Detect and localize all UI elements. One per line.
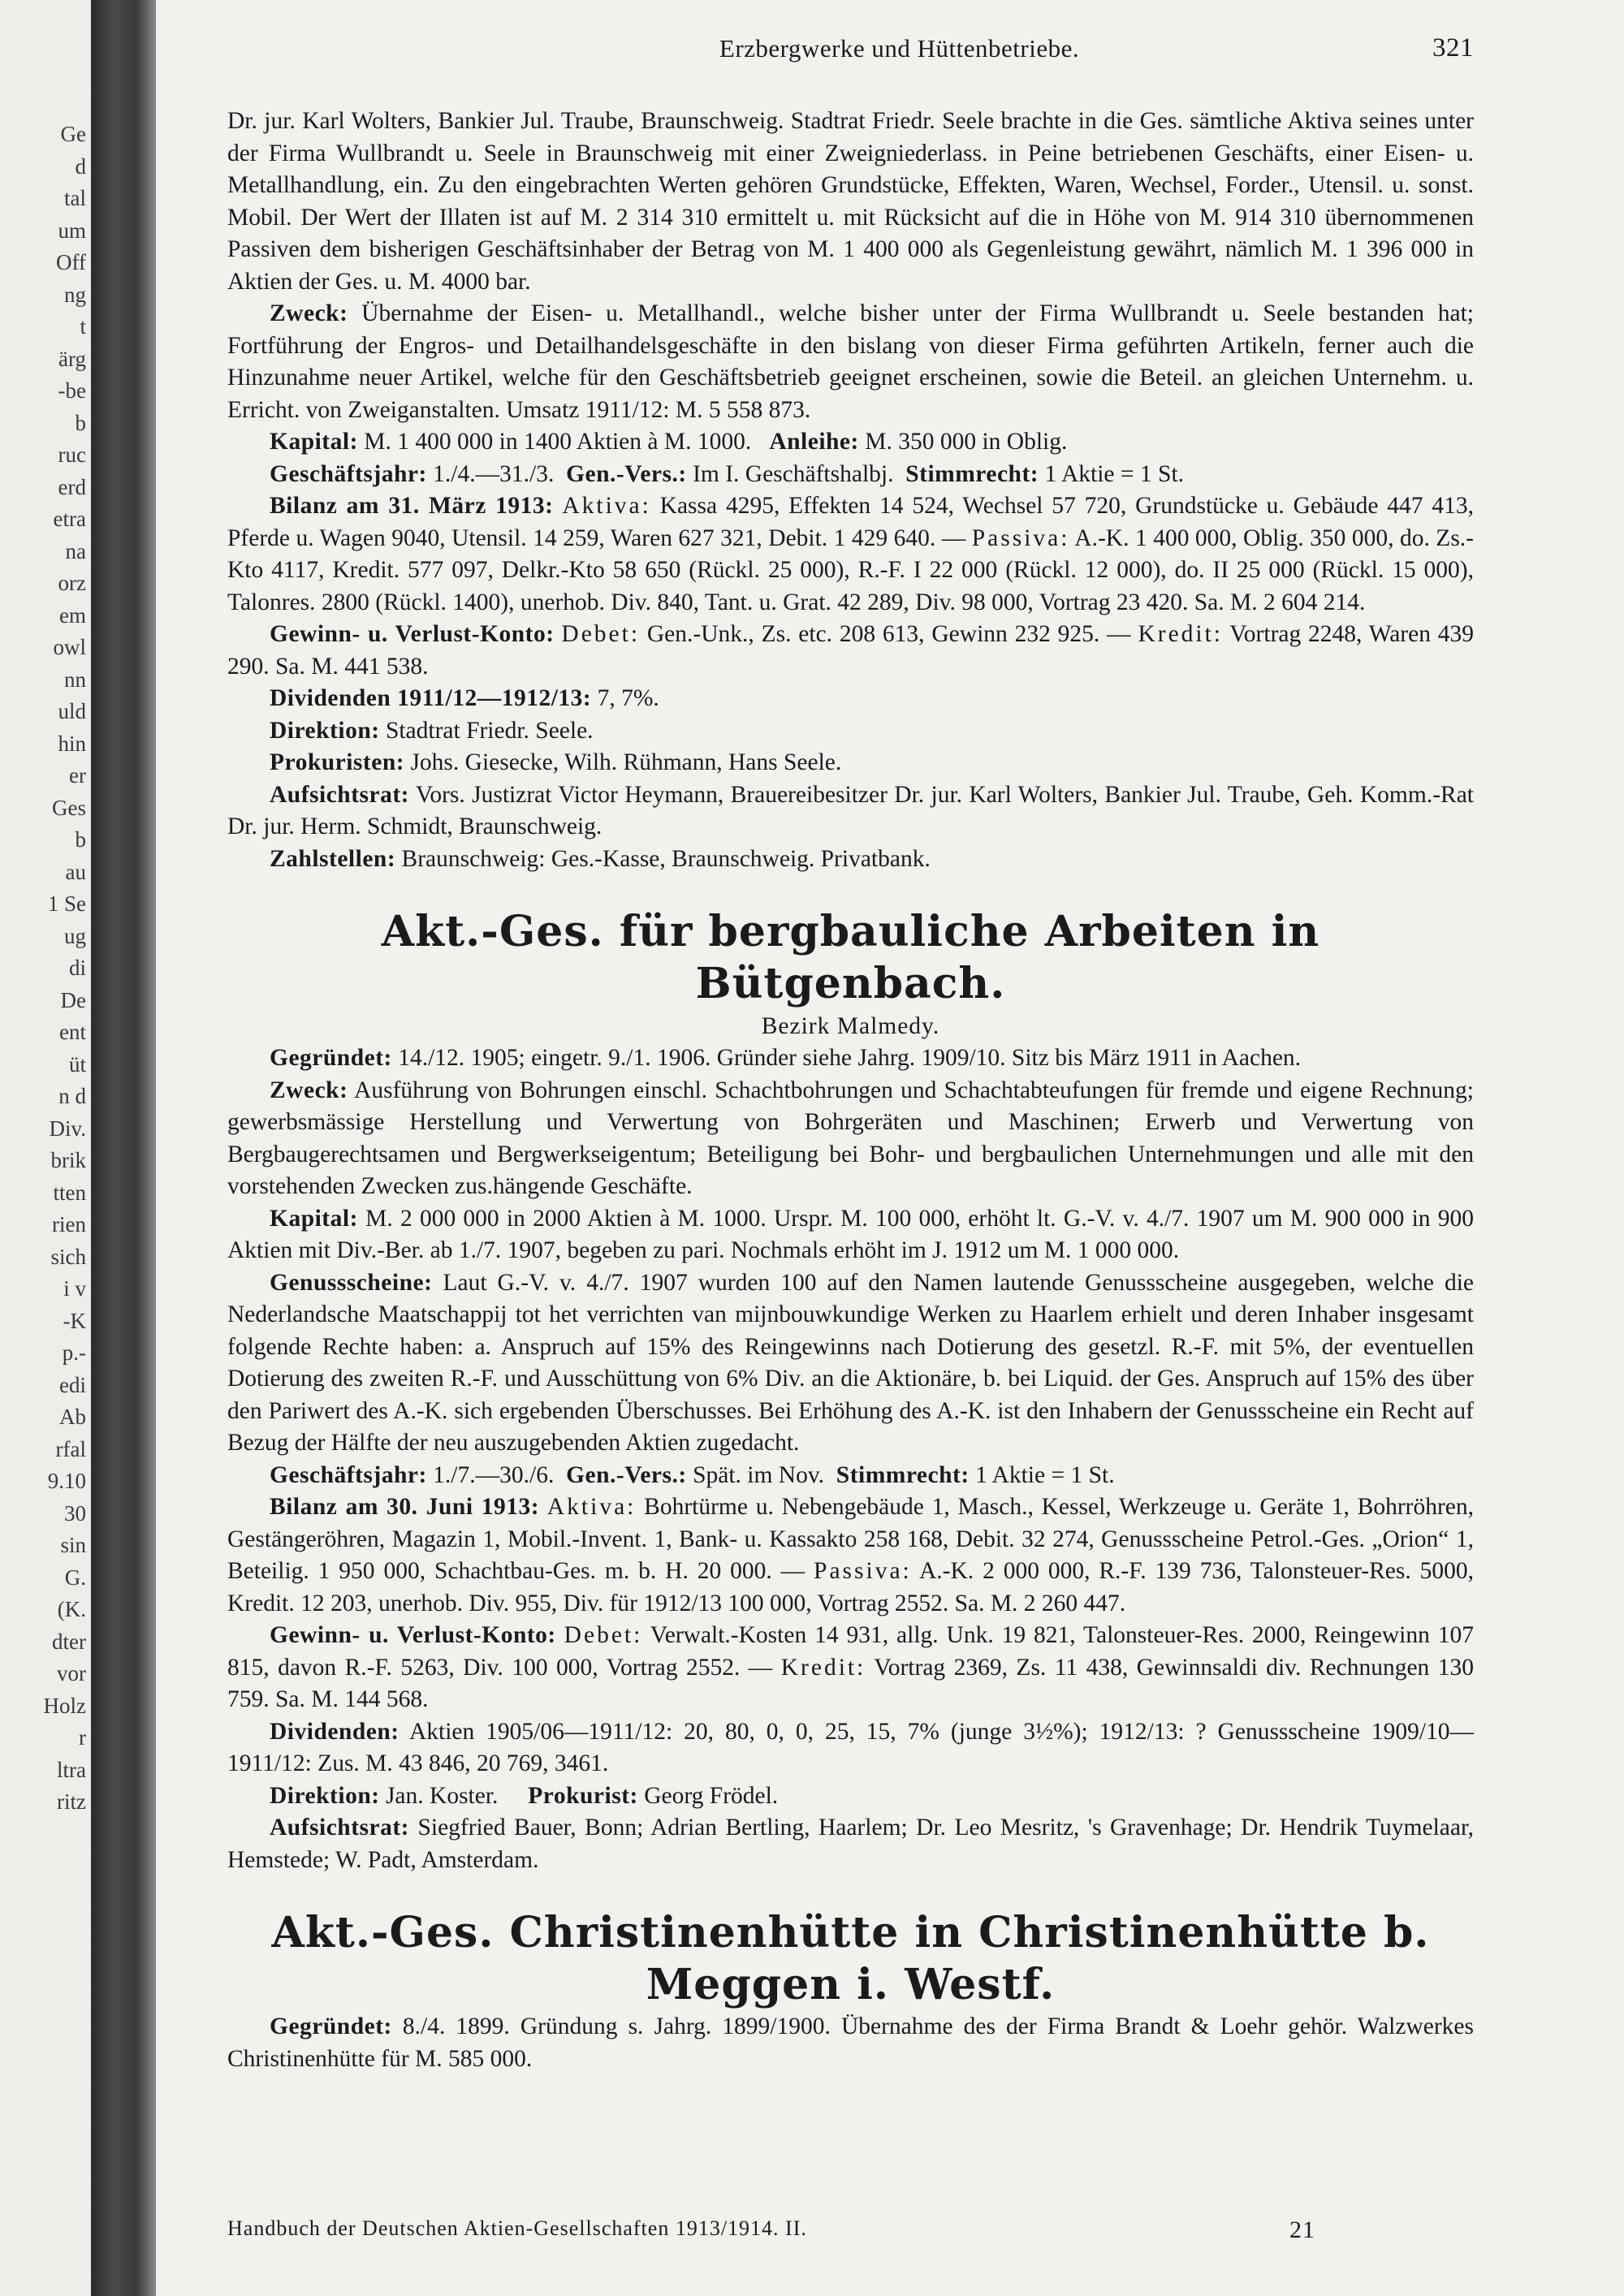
book-title: Handbuch der Deutschen Aktien-Gesellschaften 1913/1914. II. [227,2216,807,2240]
margin-fragment: b [75,410,86,435]
geschaeftsjahr-paragraph [227,1460,1474,1492]
gegruendet-paragraph [227,2011,1474,2075]
running-title: Erzbergwerke und Hüttenbetriebe. [719,34,1080,63]
prokuristen-paragraph [227,747,1474,779]
margin-fragment: ng [64,282,86,307]
margin-fragment: G. [64,1564,86,1590]
gegruendet-text: 8./4. 1899. Gründung s. Jahrg. 1899/1900. Übernahme des der Firma Brandt & Loehr gehör. Walzwerkes Christinenhütte für M. 585 000. [227,2013,1475,2072]
margin-fragment: d [75,153,86,179]
direktion-label: Direktion: [270,1782,380,1809]
margin-fragment: (K. [57,1597,86,1621]
margin-fragment: -be [58,378,86,403]
company-heading: Akt.-Ges. Christinenhütte in Christinenhütte b. Meggen i. Westf. [271,1908,1430,2009]
margin-fragment: brik [50,1148,86,1172]
kapital-label: Kapital: [270,1205,358,1232]
margin-fragment: na [65,538,86,563]
kredit-text: Vortrag 2248, Waren 439 290. Sa. M. 441 538. [227,621,1475,680]
zweck-text: Ausführung von Bohrungen einschl. Schachtbohrungen und Schachtabteufungen für fremde und eigene Rechnung; gewerbsmässige Herstellung und Verwertung von Bohrgeräten und Maschinen; Erwerb und Verwertung von Bergbaugerechtsamen und Bergwerkseigentum; Beteiligung bei Bohr- und bergbaulichen Unternehmungen und alle mit den vorstehenden Zwecken zus.hängende Geschäfte. [227,1077,1474,1199]
gen-vers-text: Im I. Geschäftshalbj. [693,460,894,487]
genussscheine-label: Genussscheine: [270,1269,433,1296]
margin-fragment: sich [50,1244,86,1269]
guv-label: Gewinn- u. Verlust-Konto: [270,1622,556,1648]
margin-fragment: -K [63,1308,86,1333]
margin-fragment: di [68,956,86,980]
prokuristen-text: Johs. Giesecke, Wilh. Rühmann, Hans Seele. [410,749,842,775]
aufsichtsrat-label: Aufsichtsrat: [270,781,410,808]
margin-fragment: sin [60,1533,86,1557]
gen-vers-label: Gen.-Vers.: [566,460,687,487]
district-line: Bezirk Malmedy. [761,1013,940,1039]
aufsichtsrat-text: Siegfried Bauer, Bonn; Adrian Bertling, Haarlem; Dr. Leo Mesritz, 's Gravenhage; Dr. Hendrik Tuymelaar, Hemstede; W. Padt, Amsterdam. [227,1815,1474,1873]
kredit-label: Kredit: [1138,621,1223,647]
book-page [156,0,1624,2296]
margin-fragment: um [58,218,86,243]
margin-fragment: De [60,987,86,1012]
margin-fragment: ruc [58,442,86,467]
section-wullbrandt-continuation [227,106,1474,875]
zweck-label: Zweck: [270,300,348,326]
margin-fragment: 30 [64,1500,86,1526]
kredit-label: Kredit: [780,1654,866,1681]
page-footer [227,2216,1315,2241]
geschaeftsjahr-paragraph [227,459,1474,491]
dividenden-label: Dividenden: [270,1718,400,1745]
direktion-label: Direktion: [270,717,380,744]
margin-fragment: n d [58,1084,86,1108]
gen-vers-label: Gen.-Vers.: [566,1461,687,1488]
aktiva-label: Aktiva: [546,1494,637,1520]
bilanz-paragraph [227,490,1474,619]
dividenden-label: Dividenden 1911/12—1912/13: [270,685,592,711]
passiva-text: A.-K. 1 400 000, Oblig. 350 000, do. Zs.-Kto 4117, Kredit. 577 097, Delkr.-Kto 58 650 (Rückl. 25 000), R.-F. I 22 000 (Rückl. 12 000), do. II 25 000 (Rückl. 15 000), Talonres. 2800 (Rückl. 1400), unerhob. Div. 840, Tant. u. Grat. 42 289, Div. 98 000, Vortrag 23 420. Sa. M. 2 604 214. [227,524,1474,615]
zahlstellen-text: Braunschweig: Ges.-Kasse, Braunschweig. Privatbank. [401,845,931,872]
gegruendet-paragraph [227,1042,1474,1075]
margin-fragment: t [80,314,86,339]
passiva-label: Passiva: [971,524,1070,551]
margin-fragment: uld [58,699,86,723]
margin-fragment: etra [53,507,86,531]
guv-paragraph [227,619,1474,683]
bilanz-paragraph [227,1491,1474,1620]
stimmrecht-label: Stimmrecht: [905,460,1039,487]
dividenden-paragraph [227,683,1474,715]
zweck-paragraph [227,1075,1474,1203]
margin-fragment: ug [64,923,86,948]
debet-text: Gen.-Unk., Zs. etc. 208 613, Gewinn 232 925. — [646,621,1131,647]
guv-label: Gewinn- u. Verlust-Konto: [270,621,555,647]
stimmrecht-text: 1 Aktie = 1 St. [1044,460,1185,487]
margin-fragment: vor [57,1661,86,1685]
book-binding-gutter [91,0,156,2296]
margin-fragment: Ge [60,122,86,146]
aufsichtsrat-text: Vors. Justizrat Victor Heymann, Brauereibesitzer Dr. jur. Karl Wolters, Bankier Jul. Traube, Geh. Komm.-Rat Dr. jur. Herm. Schmidt, Braunschweig. [227,781,1474,839]
margin-fragment: p.- [62,1340,86,1365]
margin-fragment: erd [58,474,86,499]
prokurist-label: Prokurist: [528,1782,638,1809]
gen-vers-text: Spät. im Nov. [693,1461,825,1488]
page-number: 321 [1432,33,1474,63]
section-buetgenbach [227,906,1474,1876]
signature-mark: 21 [1289,2216,1315,2243]
margin-fragment: hin [58,731,86,756]
prokurist-text: Georg Frödel. [644,1782,779,1809]
anleihe-text: M. 350 000 in Oblig. [865,429,1068,455]
margin-fragment: rien [52,1212,86,1236]
margin-fragment: üt [68,1051,86,1077]
margin-fragment: ritz [57,1789,86,1814]
aufsichtsrat-paragraph [227,1812,1474,1876]
guv-paragraph [227,1620,1474,1716]
dividenden-text: 7, 7%. [597,685,659,711]
margin-fragment: dter [52,1629,86,1654]
gegruendet-text: 14./12. 1905; eingetr. 9./1. 1906. Gründer siehe Jahrg. 1909/10. Sitz bis März 1911 in Aachen. [398,1045,1302,1071]
aufsichtsrat-label: Aufsichtsrat: [270,1815,410,1841]
passiva-text: A.-K. 2 000 000, R.-F. 139 736, Talonsteuer-Res. 5000, Kredit. 12 203, unerhob. Div. 955, Div. für 1912/13 100 000, Vortrag 2552. Sa. M. 2 260 447. [227,1558,1475,1616]
geschaeftsjahr-text: 1./7.—30./6. [433,1461,555,1488]
aufsichtsrat-paragraph [227,779,1474,844]
geschaeftsjahr-text: 1./4.—31./3. [433,460,555,487]
aktiva-text: Bohrtürme u. Nebengebäude 1, Masch., Kessel, Werkzeuge u. Geräte 1, Bohrröhren, Gestängeröhren, Magazin 1, Mobil.-Invent. 1, Bank- u. Kassakto 258 168, Debit. 32 274, Genussscheine Petrol.-Ges. „Orion“ 1, Beteilig. 1 950 000, Schachtbau-Ges. m. b. H. 20 000. — [227,1494,1475,1584]
margin-fragment: b [75,827,86,852]
direktion-text: Jan. Koster. [385,1782,499,1809]
kapital-text: M. 2 000 000 in 2000 Aktien à M. 1000. Urspr. M. 100 000, erhöht lt. G.-V. v. 4./7. 1907 um M. 900 000 in 900 Aktien mit Div.-Ber. ab 1./7. 1907, begeben zu pari. Nochmals erhöht im J. 1912 um M. 1 000 000. [227,1205,1475,1263]
debet-label: Debet: [561,621,641,647]
direktion-paragraph [227,715,1474,748]
margin-fragment: ent [59,1020,86,1044]
margin-fragment: owl [53,635,86,659]
geschaeftsjahr-label: Geschäftsjahr: [270,460,427,487]
margin-fragment: Div. [49,1116,86,1141]
zweck-label: Zweck: [270,1077,348,1103]
debet-text: Verwalt.-Kosten 14 931, allg. Unk. 19 821, Talonsteuer-Res. 2000, Reingewinn 107 815, davon R.-F. 5263, Div. 100 000, Vortrag 2552. — [227,1622,1474,1681]
company-heading: Akt.-Ges. für bergbauliche Arbeiten in Bütgenbach. [381,907,1320,1008]
margin-fragment: r [79,1725,86,1750]
margin-fragment: er [69,763,86,788]
passiva-label: Passiva: [814,1558,912,1584]
founders-paragraph: Dr. jur. Karl Wolters, Bankier Jul. Traube, Braunschweig. Stadtrat Friedr. Seele brachte in die Ges. sämtliche Aktiva seines unter der Firma Wullbrandt u. Seele in Braunschweig mit einer Zweigniederlass. in Peine betriebenen Geschäfts, einer Eisen- u. Metallhandlung, ein. Zu den eingebrachten Werten gehören Grundstücke, Effekten, Waren, Wechsel, Forder., Utensil. u. sonst. Mobil. Der Wert der Illaten ist auf M. 2 314 310 ermittelt u. mit Rücksicht auf die in Höhe von M. 914 310 übernommenen Passiven dem bisherigen Geschäftsinhaber der Betrag von M. 1 400 000 als Gegenleistung gewährt, nämlich M. 1 396 000 in Aktien der Ges. u. M. 4000 bar. [227,108,1474,295]
margin-fragment: Off [56,250,86,274]
prokuristen-label: Prokuristen: [270,749,405,775]
zweck-text: Übernahme der Eisen- u. Metallhandl., welche bisher unter der Firma Wullbrandt u. Seele bestanden hat; Fortführung der Engros- und Detailhandelsgeschäfte in den bislang von dieser Firma geführten Artikeln, ferner auch die Hinzunahme neuer Artikel, welche für den Geschäftsbetrieb geeignet erscheinen, sowie die Beteil. an gleichen Unternehm. u. Erricht. von Zweiganstalten. Umsatz 1911/12: M. 5 558 873. [227,300,1475,423]
section-christinenhuette [227,1907,1474,2075]
bilanz-label: Bilanz am 30. Juni 1913: [270,1494,540,1520]
margin-fragment: rfal [55,1436,86,1461]
geschaeftsjahr-label: Geschäftsjahr: [270,1461,427,1488]
margin-fragment: ärg [58,346,86,371]
dividenden-paragraph [227,1716,1474,1780]
aktiva-text: Kassa 4295, Effekten 14 524, Wechsel 57 720, Grundstücke u. Gebäude 447 413, Pferde u. Wagen 9040, Utensil. 14 259, Waren 627 321, Debit. 1 429 640. — [227,493,1475,551]
margin-fragment: Holz [43,1693,86,1718]
kredit-text: Vortrag 2369, Zs. 11 438, Gewinnsaldi div. Rechnungen 130 759. Sa. M. 144 568. [227,1654,1474,1712]
margin-fragment: i v [63,1276,86,1301]
margin-fragment: tal [64,186,86,210]
gegruendet-label: Gegründet: [270,2013,392,2039]
direktion-paragraph [227,1780,1474,1813]
dividenden-text: Aktien 1905/06—1911/12: 20, 80, 0, 0, 25, 15, 7% (junge 3½%); 1912/13: ? Genussscheine 1909/10—1911/12: Zus. M. 43 846, 20 769, 3461. [227,1718,1475,1776]
adjacent-page-margin [0,0,91,2296]
margin-fragment: 9.10 [47,1469,86,1493]
margin-fragment: edi [59,1372,86,1397]
bilanz-label: Bilanz am 31. März 1913: [270,493,554,519]
kapital-paragraph [227,426,1474,459]
debet-label: Debet: [564,1622,643,1648]
margin-fragment: au [65,859,86,884]
kapital-paragraph [227,1203,1474,1267]
kapital-text: M. 1 400 000 in 1400 Aktien à M. 1000. [364,429,752,455]
anleihe-label: Anleihe: [769,429,859,455]
margin-fragment: em [59,602,86,628]
running-head [227,32,1474,76]
zweck-paragraph [227,298,1474,426]
margin-fragment: tten [53,1180,86,1205]
genussscheine-text: Laut G.-V. v. 4./7. 1907 wurden 100 auf den Namen lautende Genussscheine ausgegeben, welche die Nederlandsche Maatschappij tot het verrichten van mijnbouwkundige Werken zu Haarlem erhielt und deren Inhaber insgesamt folgende Rechte haben: a. Anspruch auf 15% des Reingewinns nach Dotierung des gesetzl. R.-F. mit 5%, der eventuellen Dotierung des zweiten R.-F. und Ausschüttung von 6% Div. an die Aktionäre, b. bei Liquid. der Ges. Anspruch auf 15% des über den Pariwert des A.-K. sich ergebenden Überschusses. Bei Erhöhung des A.-K. ist den Inhabern der Genussscheine ein Recht auf Bezug der Hälfte der neu auszugebenden Aktien zugedacht. [227,1269,1474,1456]
margin-fragment: orz [58,571,86,595]
direktion-text: Stadtrat Friedr. Seele. [385,717,594,744]
margin-fragment: Ab [59,1405,86,1429]
page-content [227,32,1474,2075]
gegruendet-label: Gegründet: [270,1045,392,1071]
stimmrecht-label: Stimmrecht: [836,1461,970,1488]
stimmrecht-text: 1 Aktie = 1 St. [975,1461,1115,1488]
zahlstellen-paragraph [227,844,1474,876]
aktiva-label: Aktiva: [562,493,651,519]
margin-fragment: 1 Se [47,891,86,916]
margin-fragment: nn [64,667,86,692]
margin-fragment: Ges [52,795,86,820]
margin-fragment: ltra [57,1757,86,1782]
zahlstellen-label: Zahlstellen: [270,845,396,872]
genussscheine-paragraph [227,1267,1474,1460]
kapital-label: Kapital: [270,429,358,455]
